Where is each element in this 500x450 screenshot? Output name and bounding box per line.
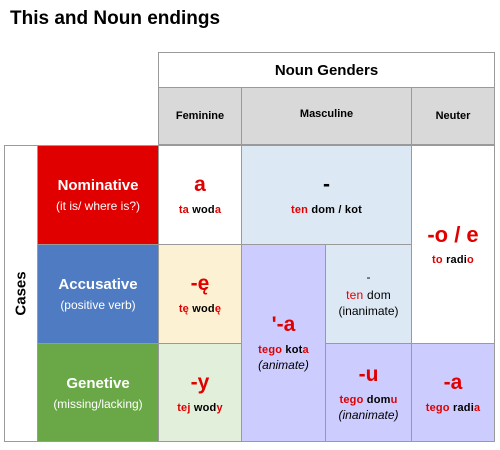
cases-label: Cases [12, 271, 30, 316]
masculine-header [241, 87, 412, 145]
example-genitive-masculine-inanimate: tego domu [339, 393, 398, 406]
feminine-header [158, 87, 242, 145]
note-masculine-animate: (animate) [258, 358, 309, 372]
case-nominative-name: Nominative [57, 177, 139, 194]
neuter-label: Neuter [435, 110, 471, 122]
cell-genitive-neuter [411, 343, 495, 442]
neuter-header [411, 87, 495, 145]
cell-masculine-animate [241, 244, 326, 442]
example-accusative-feminine: tę wodę [178, 303, 222, 315]
note-genitive-masculine-inanimate: (inanimate) [338, 407, 399, 422]
example-nominative-feminine: ta woda [178, 204, 222, 216]
ending-neuter-nominative-accusative: -o / e [427, 221, 479, 247]
noun-genders-label: Noun Genders [274, 61, 379, 79]
cell-accusative-masculine-inanimate [325, 244, 412, 344]
case-genitive [37, 343, 159, 442]
example-nominative-masculine: ten dom / kot [290, 204, 363, 216]
cell-neuter-nominative-accusative [411, 145, 495, 344]
case-genitive-name: Genetive [66, 374, 130, 392]
cell-genitive-masculine-inanimate [325, 343, 412, 442]
example-genitive-neuter: tego radia [425, 401, 481, 414]
ending-genitive-neuter: -a [443, 370, 463, 394]
cell-nominative-masculine [241, 145, 412, 245]
cell-accusative-feminine [158, 244, 242, 344]
cell-nominative-feminine [158, 145, 242, 245]
masculine-label: Masculine [299, 108, 354, 120]
example-neuter-nominative-accusative: to radio [432, 253, 474, 266]
example-genitive-feminine: tej wody [177, 401, 223, 414]
ending-accusative-feminine: -ę [190, 272, 210, 295]
case-nominative [37, 145, 159, 245]
note-accusative-masculine-inanimate: (inanimate) [338, 304, 399, 318]
case-accusative-name: Accusative [58, 276, 138, 293]
case-accusative [37, 244, 159, 344]
case-genitive-sub: (missing/lacking) [53, 396, 143, 411]
example-accusative-masculine-inanimate: ten dom [346, 288, 391, 302]
page-title: This and Noun endings [10, 8, 221, 29]
case-nominative-sub: (it is/ where is?) [55, 199, 141, 213]
feminine-label: Feminine [175, 110, 225, 122]
ending-accusative-masculine-inanimate: - [366, 270, 371, 284]
cases-axis-label [4, 145, 38, 442]
ending-genitive-masculine-inanimate: -u [358, 362, 379, 386]
ending-nominative-masculine: - [323, 173, 330, 196]
ending-masculine-animate: '-a [271, 313, 296, 336]
case-accusative-sub: (positive verb) [60, 298, 136, 312]
ending-nominative-feminine: a [194, 173, 206, 196]
ending-genitive-feminine: -y [190, 370, 210, 394]
cell-genitive-feminine [158, 343, 242, 442]
example-masculine-animate: tego kota [258, 344, 309, 356]
noun-genders-header [158, 52, 495, 88]
